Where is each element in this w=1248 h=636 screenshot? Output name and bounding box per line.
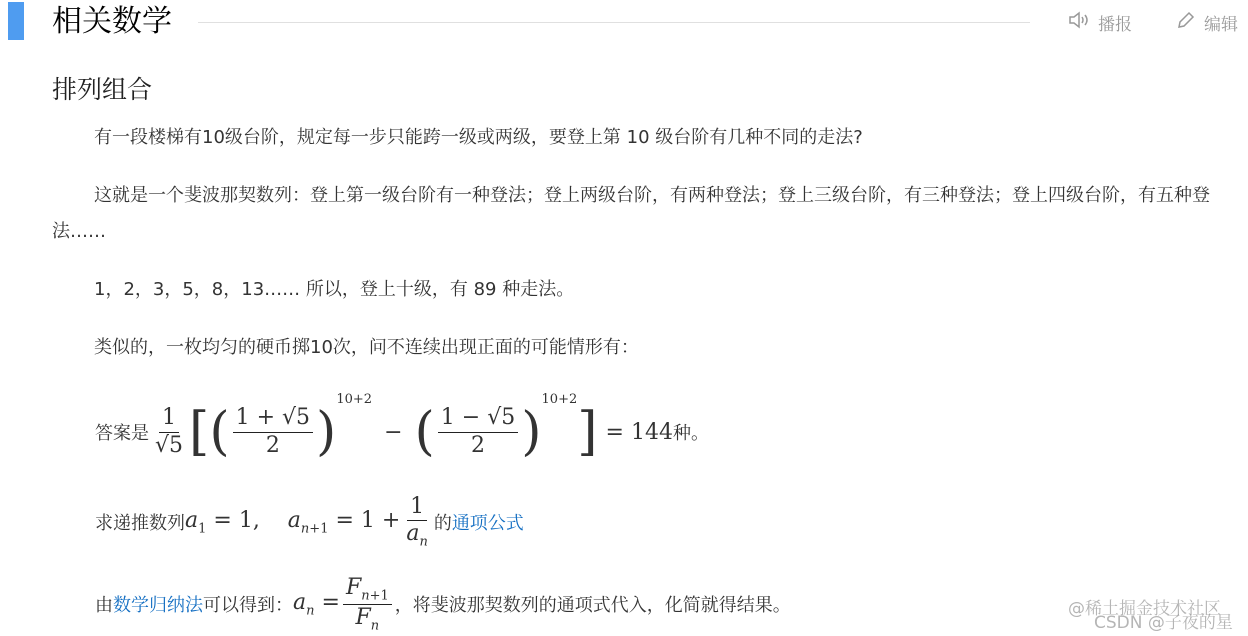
pencil-icon (1176, 10, 1196, 35)
answer-value: = 144 (605, 419, 673, 445)
exponent: 10+2 (541, 392, 578, 407)
section-marker (8, 2, 24, 40)
answer-prefix: 答案是 (95, 423, 149, 444)
induct-mid: 可以得到： (203, 595, 293, 616)
math-induction-link[interactable]: 数学归纳法 (113, 595, 203, 616)
title-divider (198, 22, 1030, 23)
exponent: 10+2 (336, 392, 373, 407)
speaker-icon (1068, 11, 1090, 34)
paragraph: 这就是一个斐波那契数列：登上第一级台阶有一种登法；登上两级台阶，有两种登法；登上三级台阶，有三种登法；登上四级台阶，有五种登法…… (52, 185, 1210, 242)
recur-mid: 的 (433, 513, 452, 534)
edit-label: 编辑 (1204, 15, 1238, 35)
page-title: 相关数学 (52, 4, 172, 39)
paragraph: 1，2，3，5，8，13…… 所以，登上十级，有 89 种走法。 (94, 279, 575, 300)
answer-formula: 答案是 $\frac{1}{√5}$ [ ( $\frac{1 + √5}{2}$ ) $^{10+2}$ − ( $\frac{1 - √5}{2}$ ) $^{10+2}$ ] = 144 种。 (95, 392, 709, 462)
induct-suffix: ，将斐波那契数列的通项式代入，化简就得结果。 (394, 595, 791, 616)
answer-suffix: 种。 (672, 423, 709, 444)
broadcast-button[interactable] (1068, 10, 1132, 35)
watermark: CSDN @子夜的星 (1094, 613, 1233, 633)
paragraph: 类似的，一枚均匀的硬币掷10次，问不连续出现正面的可能情形有： (94, 337, 639, 358)
induction-line: 由 数学归纳法 可以得到： $a_n$ = $\frac{F_{n+1}}{F_n}$ ，将斐波那契数列的通项式代入，化简就得结果。 (95, 574, 791, 633)
general-formula-link[interactable]: 通项公式 (451, 513, 524, 534)
broadcast-label: 播报 (1098, 15, 1132, 35)
edit-button[interactable] (1176, 10, 1238, 35)
induct-prefix: 由 (95, 595, 113, 616)
paragraph: 有一段楼梯有10级台阶，规定每一步只能跨一级或两级，要登上第 10 级台阶有几种不同的走法? (94, 127, 863, 148)
recurrence-line: 求递推数列 $a_1 = 1$, $a_{n+1} = 1$ + $\frac{1}{a_n}$ 的 通项公式 (95, 493, 524, 550)
section-subtitle: 排列组合 (52, 75, 153, 104)
watermark: @稀土掘金技术社区 (1068, 599, 1221, 619)
recur-prefix: 求递推数列 (95, 513, 185, 534)
